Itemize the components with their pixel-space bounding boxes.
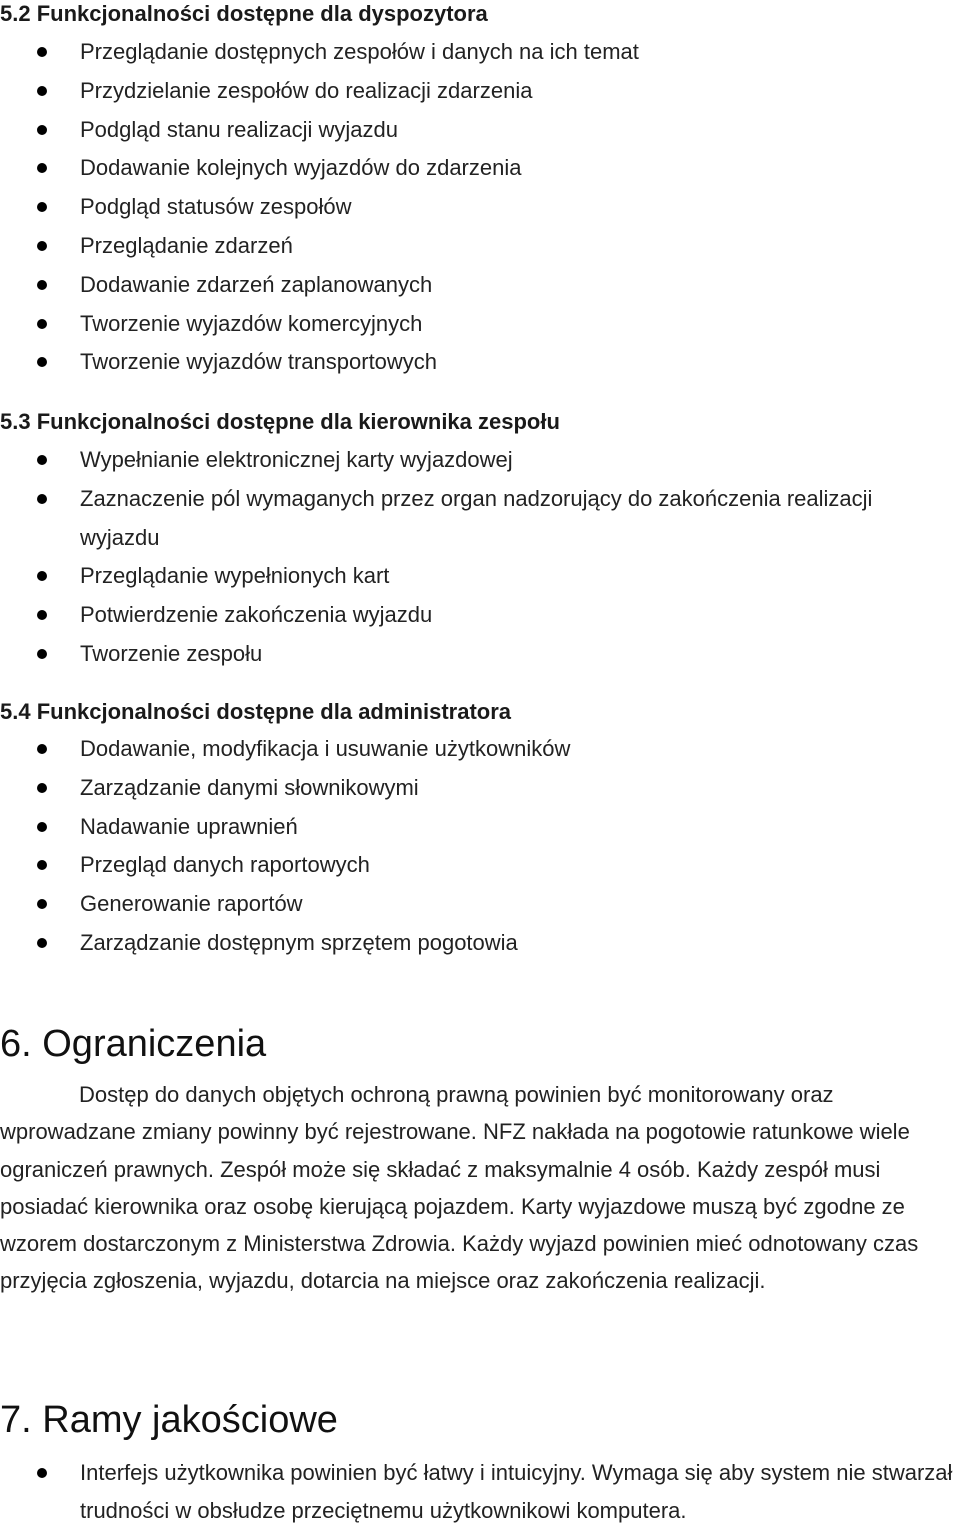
bullet-icon: [37, 125, 47, 135]
list-item: Przydzielanie zespołów do realizacji zdarzenia: [0, 72, 960, 111]
list-item: Przegląd danych raportowych: [0, 846, 960, 885]
list-item: Dodawanie kolejnych wyjazdów do zdarzenia: [0, 149, 960, 188]
bullet-icon: [37, 783, 47, 793]
list-item: Zarządzanie danymi słownikowymi: [0, 769, 960, 808]
list-item: Przeglądanie zdarzeń: [0, 227, 960, 266]
section-5-4-list: [0, 730, 960, 963]
section-5-2-list: [0, 33, 960, 382]
bullet-icon: [37, 357, 47, 367]
bullet-icon: [37, 202, 47, 212]
list-item: Tworzenie wyjazdów transportowych: [0, 343, 960, 382]
section-7-heading: 7. Ramy jakościowe: [0, 1399, 338, 1441]
section-7-list: [0, 1454, 960, 1529]
bullet-icon: [37, 319, 47, 329]
bullet-icon: [37, 47, 47, 57]
section-6-paragraph: Dostęp do danych objętych ochroną prawną powinien być monitorowany oraz wprowadzane zmiany powinny być rejestrowane. NFZ nakłada na pogotowie ratunkowe wiele ograniczeń prawnych. Zespół może się składać z maksymalnie 4 osób. Każdy zespół musi posiadać kierownika oraz osobę kierującą pojazdem. Karty wyjazdowe muszą być zgodne ze wzorem dostarczonym z Ministerstwa Zdrowia. Każdy wyjazd powinien mieć odnotowany czas przyjęcia zgłoszenia, wyjazdu, dotarcia na miejsce oraz zakończenia realizacji.: [0, 1082, 919, 1294]
section-6-heading: 6. Ograniczenia: [0, 1023, 267, 1065]
list-item: Generowanie raportów: [0, 885, 960, 924]
list-item: Zarządzanie dostępnym sprzętem pogotowia: [0, 924, 960, 963]
bullet-icon: [37, 822, 47, 832]
list-item: Interfejs użytkownika powinien być łatwy i intuicyjny. Wymaga się aby system nie stwarzał trudności w obsłudze przeciętnemu użytkownikowi komputera.: [0, 1454, 960, 1529]
list-item: Potwierdzenie zakończenia wyjazdu: [0, 596, 960, 635]
bullet-icon: [37, 280, 47, 290]
list-item: Nadawanie uprawnień: [0, 808, 960, 847]
bullet-icon: [37, 649, 47, 659]
bullet-icon: [37, 744, 47, 754]
bullet-icon: [37, 610, 47, 620]
bullet-icon: [37, 860, 47, 870]
bullet-icon: [37, 455, 47, 465]
bullet-icon: [37, 938, 47, 948]
list-item: Wypełnianie elektronicznej karty wyjazdowej: [0, 441, 960, 480]
section-5-2-heading: 5.2 Funkcjonalności dostępne dla dyspozytora: [0, 1, 488, 26]
bullet-icon: [37, 571, 47, 581]
section-5-3-list: [0, 441, 960, 674]
bullet-icon: [37, 241, 47, 251]
bullet-icon: [37, 899, 47, 909]
list-item: Tworzenie zespołu: [0, 635, 960, 674]
list-item: Przeglądanie dostępnych zespołów i danych na ich temat: [0, 33, 960, 72]
bullet-icon: [37, 494, 47, 504]
list-item: Podgląd stanu realizacji wyjazdu: [0, 111, 960, 150]
section-5-4-heading: 5.4 Funkcjonalności dostępne dla administratora: [0, 699, 512, 724]
bullet-icon: [37, 163, 47, 173]
bullet-icon: [37, 86, 47, 96]
list-item: Tworzenie wyjazdów komercyjnych: [0, 305, 960, 344]
list-item: Dodawanie zdarzeń zaplanowanych: [0, 266, 960, 305]
list-item: Zaznaczenie pól wymaganych przez organ nadzorujący do zakończenia realizacji wyjazdu: [0, 480, 960, 558]
bullet-icon: [37, 1468, 47, 1478]
list-item: Dodawanie, modyfikacja i usuwanie użytkowników: [0, 730, 960, 769]
list-item: Przeglądanie wypełnionych kart: [0, 557, 960, 596]
list-item: Podgląd statusów zespołów: [0, 188, 960, 227]
section-5-3-heading: 5.3 Funkcjonalności dostępne dla kierownika zespołu: [0, 409, 560, 434]
